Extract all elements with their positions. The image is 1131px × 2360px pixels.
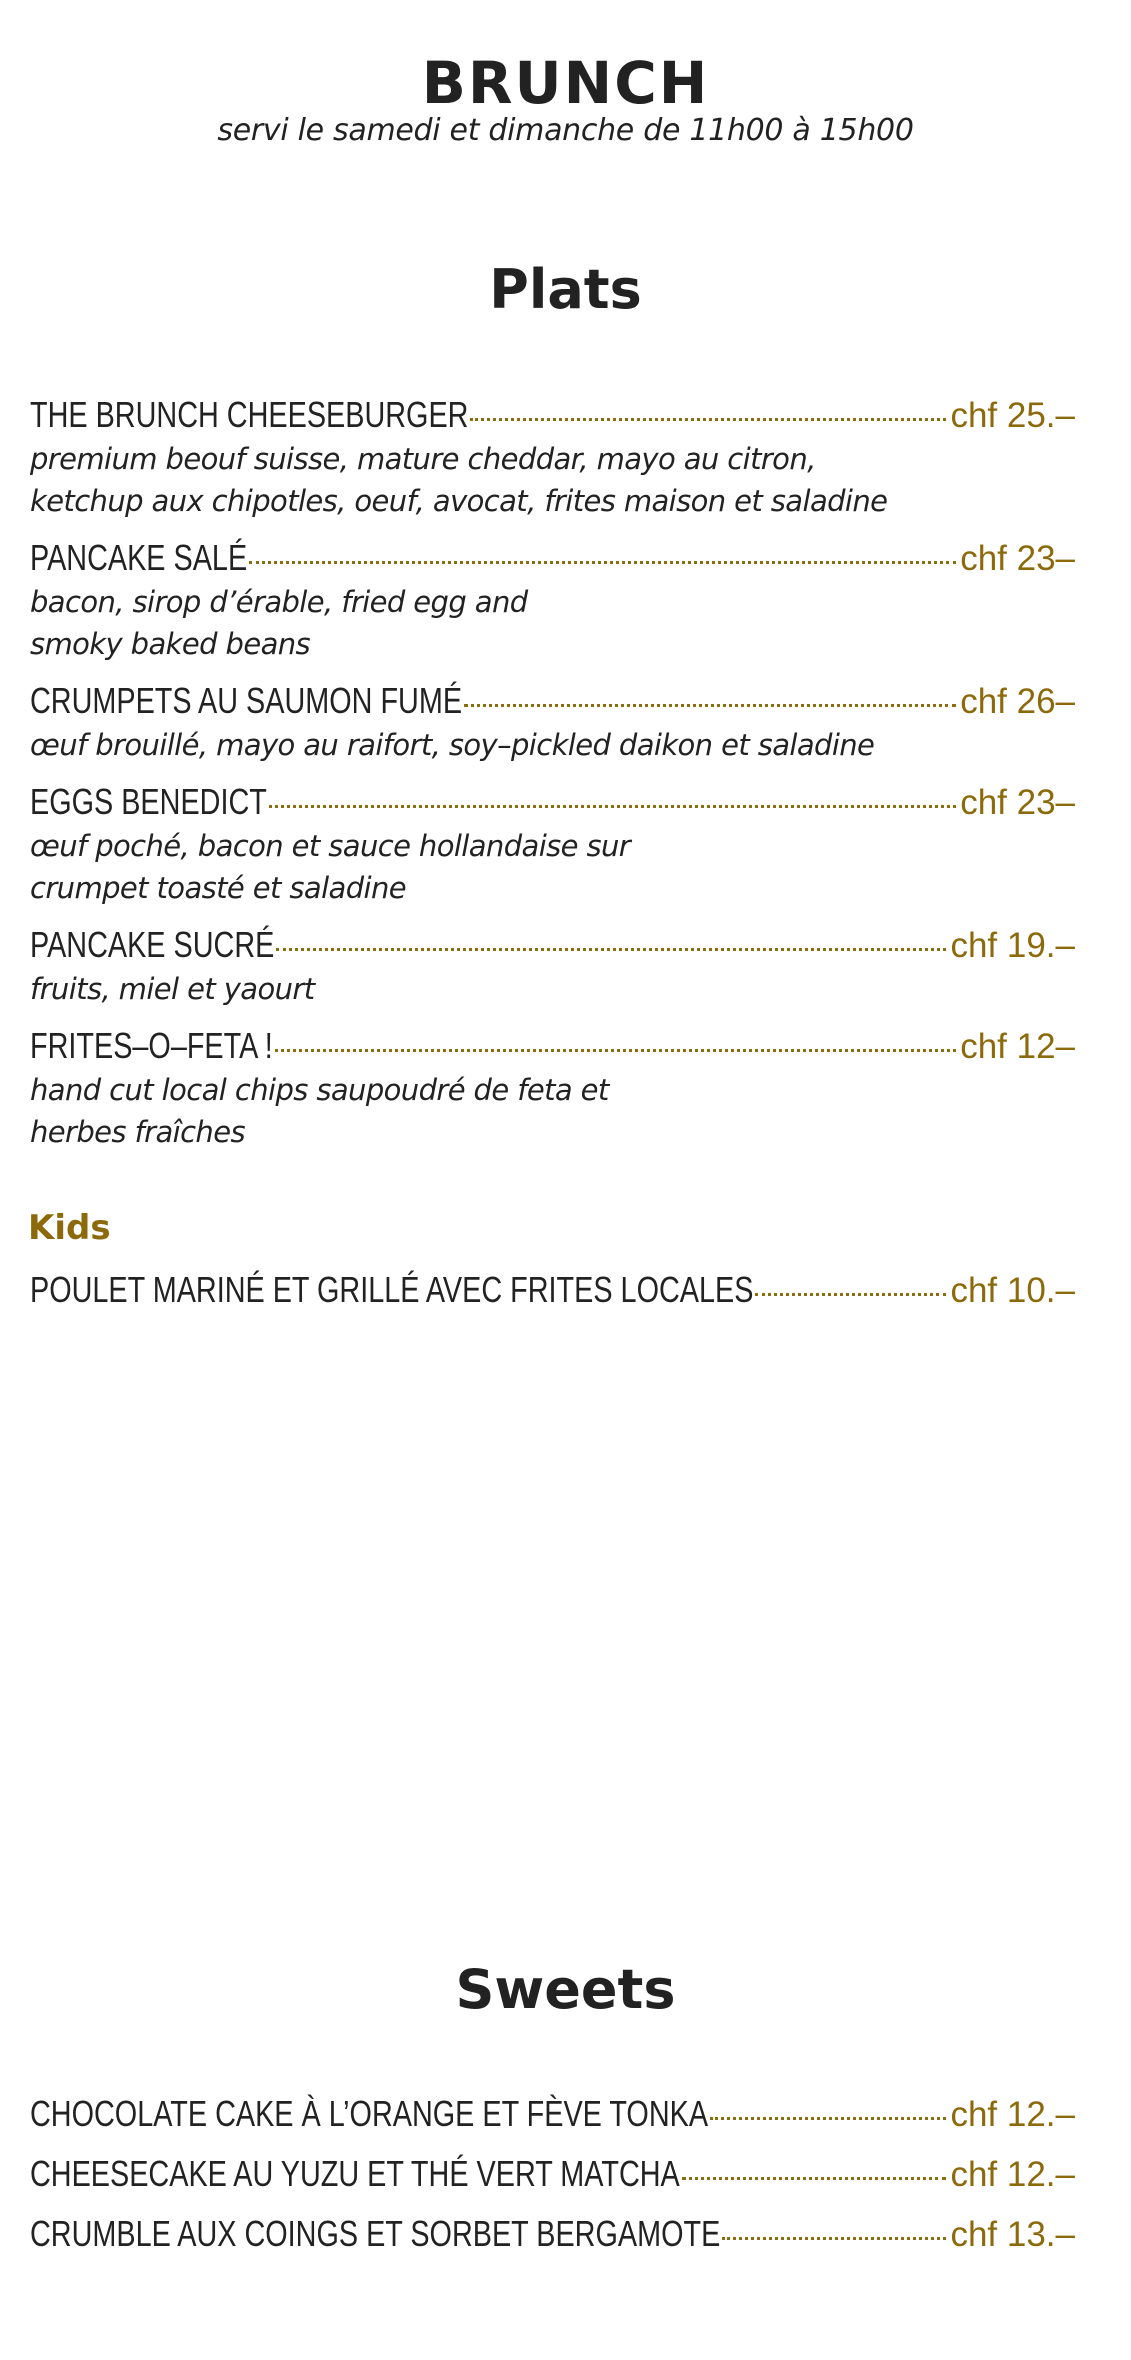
menu-item-description: smoky baked beans [30,627,311,661]
menu-item-row [30,1024,1075,1068]
menu-item-name: PANCAKE SUCRÉ [30,924,275,965]
menu-item-description: herbes fraîches [30,1115,245,1149]
menu-item-price: chf 19.– [950,926,1075,965]
menu-item-row [30,2092,1075,2136]
menu-item-row [30,780,1075,824]
menu-item-price: chf 12.– [950,2155,1075,2194]
menu-item-description: premium beouf suisse, mature cheddar, mayo au citron, [30,442,816,476]
menu-item-price: chf 12– [960,1027,1075,1066]
dot-leader [276,948,946,951]
menu-item-description: bacon, sirop d’érable, fried egg and [30,585,528,619]
section-title-plats: Plats [489,258,642,321]
menu-item-name: CRUMPETS AU SAUMON FUMÉ [30,680,463,721]
menu-item-row [30,679,1075,723]
menu-item-description: fruits, miel et yaourt [30,972,315,1006]
page-title: BRUNCH [421,49,710,117]
section-title-kids: Kids [28,1208,111,1248]
dot-leader [249,561,956,564]
menu-item-name: CRUMBLE AUX COINGS ET SORBET BERGAMOTE [30,2213,721,2254]
menu-item-description: hand cut local chips saupoudré de feta et [30,1073,609,1107]
menu-item-name: POULET MARINÉ ET GRILLÉ AVEC FRITES LOCALES [30,1269,754,1310]
menu-item-price: chf 13.– [950,2215,1075,2254]
menu-item-row [30,923,1075,967]
menu-item-name: CHOCOLATE CAKE À L’ORANGE ET FÈVE TONKA [30,2093,709,2134]
dot-leader [269,805,956,808]
menu-item-row [30,2152,1075,2196]
menu-item-description: œuf brouillé, mayo au raifort, soy–pickled daikon et saladine [30,728,875,762]
menu-item-name: THE BRUNCH CHEESEBURGER [30,394,469,435]
dot-leader [710,2117,946,2120]
menu-item-price: chf 12.– [950,2095,1075,2134]
menu-item-price: chf 25.– [950,396,1075,435]
dot-leader [464,704,956,707]
menu-item-description: œuf poché, bacon et sauce hollandaise sur [30,829,631,863]
menu-item-name: FRITES–O–FETA ! [30,1025,273,1066]
menu-item-row [30,536,1075,580]
menu-item-price: chf 23– [960,783,1075,822]
menu-item-description: ketchup aux chipotles, oeuf, avocat, frites maison et saladine [30,484,888,518]
dot-leader [755,1293,946,1296]
menu-item-name: CHEESECAKE AU YUZU ET THÉ VERT MATCHA [30,2153,680,2194]
section-title-sweets: Sweets [455,1958,676,2021]
menu-item-price: chf 26– [960,682,1075,721]
dot-leader [275,1049,956,1052]
menu-item-row [30,1268,1075,1312]
page-subtitle: servi le samedi et dimanche de 11h00 à 15h00 [217,113,914,148]
menu-item-description: crumpet toasté et saladine [30,871,406,905]
menu-item-name: PANCAKE SALÉ [30,537,248,578]
dot-leader [682,2177,947,2180]
menu-item-row [30,2212,1075,2256]
dot-leader [722,2237,946,2240]
menu-item-name: EGGS BENEDICT [30,781,267,822]
dot-leader [470,418,946,421]
menu-item-row [30,393,1075,437]
menu-item-price: chf 23– [960,539,1075,578]
menu-item-price: chf 10.– [950,1271,1075,1310]
